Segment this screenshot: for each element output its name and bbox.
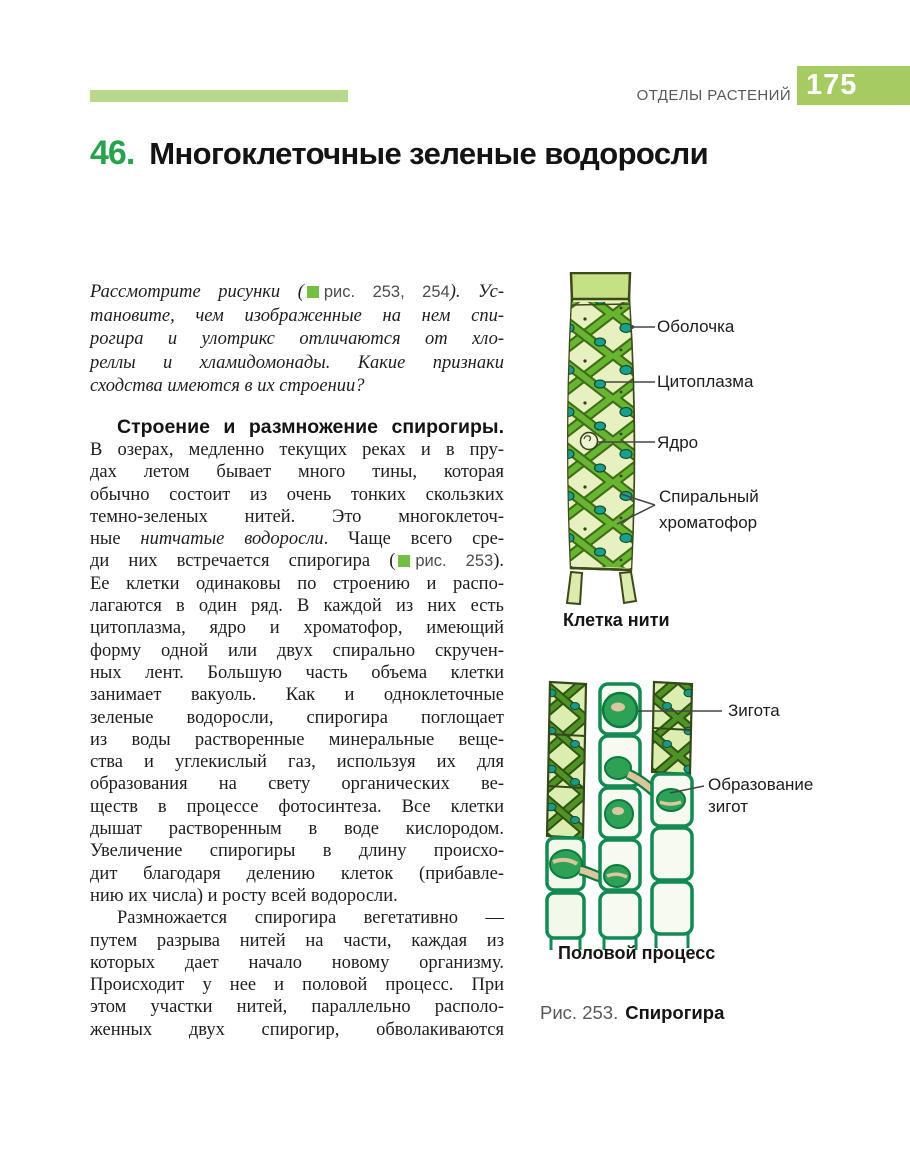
- paragraph-2: [90, 907, 504, 1041]
- caption-sexual-process: Половой процесс: [558, 943, 716, 963]
- text-segment: Рассмотрите рисунки (: [90, 282, 304, 302]
- text-segment: занимает вакуоль. Как и одноклеточные: [90, 685, 504, 706]
- text-line: [90, 684, 504, 706]
- article-body: [90, 416, 504, 1041]
- figure-ref-icon: [398, 555, 410, 567]
- figure-caption: [540, 1002, 724, 1024]
- text-line: [90, 550, 504, 572]
- page-number: 175: [806, 69, 858, 101]
- text-segment: ные: [90, 529, 141, 550]
- spiral-chromatophore-bands: [563, 300, 641, 570]
- text-line: [90, 751, 504, 773]
- text-line: [90, 773, 504, 795]
- section-heading: Строение и размножение спирогиры.: [117, 416, 504, 438]
- text-segment: нитчатые водоросли: [140, 529, 324, 550]
- label-formation-line1: Образование: [708, 775, 814, 794]
- text-segment: Размножается спирогира вегетативно —: [117, 908, 504, 929]
- text-segment: дах летом бывает много тины, которая: [90, 462, 504, 483]
- text-segment: которых дает начало новому организму.: [90, 952, 504, 973]
- page-number-badge: [797, 66, 910, 105]
- text-segment: Увеличение спирогиры в длину происхо-: [90, 841, 504, 862]
- text-segment: лагаются в один ряд. В каждой из них есть: [90, 596, 504, 617]
- text-segment: образования на свету органических ве-: [90, 774, 504, 795]
- text-segment: рис. 253, 254: [323, 283, 450, 301]
- header-rule: [90, 90, 348, 102]
- text-segment: ных лент. Большую часть объема клетки: [90, 662, 504, 683]
- text-line: [90, 375, 504, 399]
- text-segment: . Чаще всего сре-: [323, 529, 504, 550]
- text-segment: ).: [493, 551, 504, 572]
- label-nucleus: Ядро: [657, 433, 699, 452]
- text-segment: цитоплазма, ядро и хроматофор, имеющий: [90, 618, 504, 639]
- text-line: [90, 707, 504, 729]
- text-segment: ). Ус-: [449, 282, 504, 302]
- text-line: [90, 281, 504, 305]
- label-cytoplasm: Цитоплазма: [657, 372, 754, 391]
- label-zygote: Зигота: [728, 701, 780, 720]
- text-line: [90, 573, 504, 595]
- text-segment: ществ в процессе фотосинтеза. Все клетки: [90, 796, 504, 817]
- figure-ref-icon: [307, 286, 319, 298]
- figure-caption-title: Спирогира: [625, 1002, 725, 1023]
- text-segment: Ее клетки одинаковы по строению и распо-: [90, 573, 504, 594]
- chapter-title-text: Многоклеточные зеленые водоросли: [149, 136, 709, 171]
- text-line: [90, 640, 504, 662]
- text-line: [90, 885, 504, 907]
- text-segment: форму одной или двух спирально скручен-: [90, 640, 504, 661]
- text-line: [90, 996, 504, 1018]
- text-line: [90, 595, 504, 617]
- text-line: [90, 461, 504, 483]
- text-line: [90, 907, 504, 929]
- text-line: [90, 863, 504, 885]
- paragraph-1: [90, 439, 504, 907]
- label-chromatophore-line2: хроматофор: [659, 513, 758, 532]
- cell-body: [563, 299, 641, 570]
- text-segment: тановите, чем изображенные на нем спи-: [90, 305, 504, 326]
- right-filament: [652, 682, 692, 948]
- cell-bottom-wall: [567, 568, 636, 604]
- text-segment: рис. 253: [415, 552, 494, 571]
- text-line: [90, 818, 504, 840]
- figure-sexual-process: [540, 680, 910, 980]
- text-line: [90, 1019, 504, 1041]
- text-segment: ди них встречается спирогира (: [90, 551, 396, 572]
- label-chromatophore-line1: Спиральный: [659, 487, 759, 506]
- text-segment: рогира и улотрикс отличаются от хло-: [90, 329, 504, 349]
- text-segment: ства и углекислый газ, используя их для: [90, 752, 504, 773]
- text-segment: обычно состоит из очень тонких скользких: [90, 484, 504, 505]
- text-line: [90, 352, 504, 376]
- text-line: [90, 796, 504, 818]
- text-segment: дит благодаря делению клеток (прибавле-: [90, 863, 504, 884]
- nucleus: [581, 433, 598, 450]
- text-line: [90, 484, 504, 506]
- text-segment: Происходит у нее и половой процесс. При: [90, 975, 504, 996]
- text-line: [90, 305, 504, 329]
- text-line: [90, 439, 504, 461]
- zygote-blob: [550, 850, 582, 878]
- intro-task-paragraph: [90, 281, 504, 399]
- left-filament: [547, 682, 586, 950]
- text-segment: путем разрыва нитей на части, каждая из: [90, 930, 504, 951]
- text-segment: зеленые водоросли, спирогира поглощает: [90, 707, 504, 728]
- text-segment: реллы и хламидомонады. Какие признаки: [90, 352, 504, 373]
- section-header: ОТДЕЛЫ РАСТЕНИЙ: [636, 87, 791, 104]
- chapter-number: 46.: [90, 134, 135, 172]
- chapter-title: [90, 134, 850, 173]
- text-segment: этом участки нитей, параллельно располо-: [90, 997, 504, 1018]
- cross-wall-top: [572, 304, 629, 305]
- text-segment: темно-зеленых нитей. Это многоклеточ-: [90, 506, 504, 527]
- conjugation-illustration: [540, 680, 910, 965]
- text-line: [90, 617, 504, 639]
- text-line: [90, 840, 504, 862]
- text-segment: сходства имеются в их строении?: [90, 376, 365, 396]
- caption-cell-of-filament: Клетка нити: [563, 610, 670, 630]
- adjacent-cell-top: [571, 273, 630, 302]
- text-segment: из воды растворенные минеральные веще-: [90, 729, 504, 750]
- figure-cell-of-filament: [555, 272, 910, 644]
- label-formation-line2: зигот: [708, 797, 748, 816]
- text-line: [90, 528, 504, 550]
- label-shell: Оболочка: [657, 317, 735, 336]
- text-line: [90, 952, 504, 974]
- text-segment: В озерах, медленно текущих реках и в пру-: [90, 440, 504, 460]
- middle-filament: [600, 684, 640, 950]
- text-line: [90, 930, 504, 952]
- text-line: [90, 974, 504, 996]
- figure-caption-number: Рис. 253.: [540, 1002, 619, 1023]
- text-line: [90, 506, 504, 528]
- text-line: [90, 328, 504, 352]
- text-segment: женных двух спирогир, обволакиваются: [90, 1019, 504, 1040]
- text-segment: нию их числа) и росту всей водоросли.: [90, 885, 398, 906]
- text-line: [90, 729, 504, 751]
- text-line: [90, 662, 504, 684]
- text-segment: дышат растворенным в воде кислородом.: [90, 819, 504, 840]
